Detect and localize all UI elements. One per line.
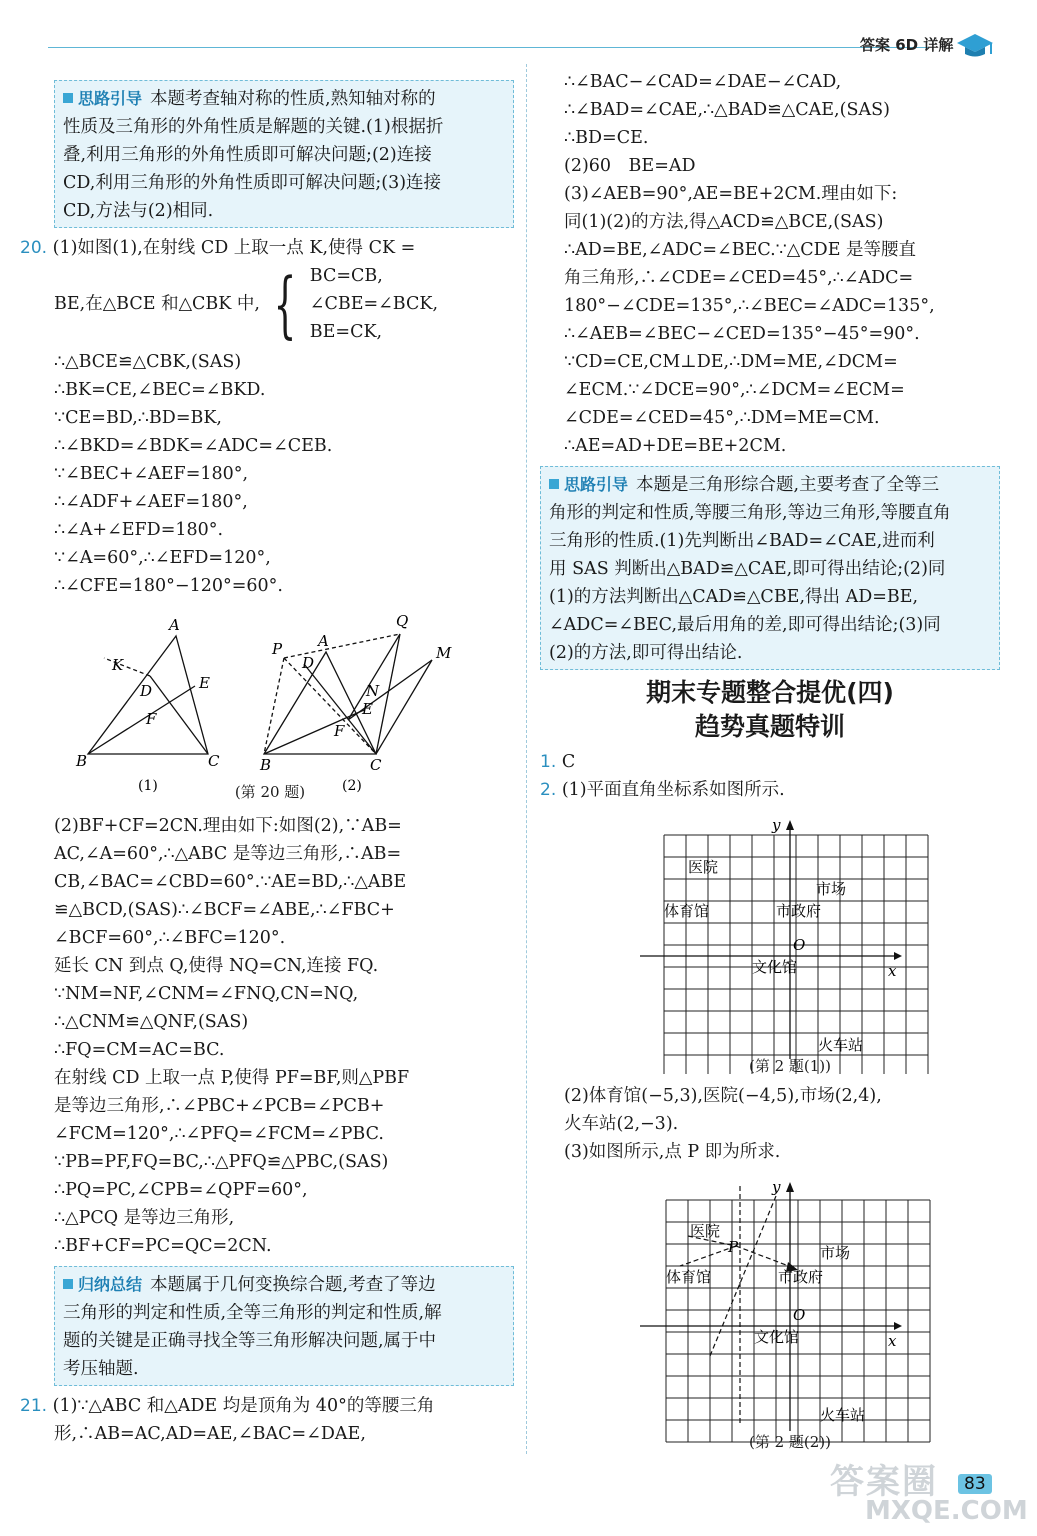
- text-line: (1)∵△ABC 和△ADE 均是顶角为 40°的等腰三角: [52, 1396, 435, 1416]
- summary-line: 本题属于几何变换综合题,考查了等边: [150, 1275, 436, 1295]
- fig2-label-c: C: [370, 756, 382, 774]
- watermark-logo: 答案圈: [830, 1462, 938, 1502]
- left-column: [20, 80, 514, 1448]
- fig1-label-c: C: [208, 752, 220, 770]
- grid1-govt: 市政府: [776, 902, 822, 920]
- answer-line: 火车站(2,−3).: [564, 1114, 679, 1134]
- answer-text: (1)平面直角坐标系如图所示.: [561, 780, 785, 800]
- hint-line: 本题考查轴对称的性质,熟知轴对称的: [150, 89, 436, 109]
- grid1-gym: 体育馆: [664, 902, 710, 920]
- grid1-hospital: 医院: [688, 858, 719, 876]
- proof-line: 是等边三角形,∴∠PBC+∠PCB=∠PCB+: [54, 1096, 385, 1116]
- proof-line: ∴△BCE≌△CBK,(SAS): [54, 352, 242, 372]
- proof-line: ∴∠BAD=∠CAE,∴△BAD≌△CAE,(SAS): [564, 100, 890, 120]
- fig2-label-q: Q: [396, 612, 409, 630]
- hint-line: 角形的判定和性质,等腰三角形,等边三角形,等腰直角: [549, 503, 951, 523]
- proof-line: ∴△PCQ 是等边三角形,: [54, 1208, 235, 1228]
- grid2-govt: 市政府: [778, 1268, 824, 1286]
- hint-line: 三角形的性质.(1)先判断出∠BAD=∠CAE,进而利: [549, 531, 935, 551]
- coordinate-grid-2: [540, 1166, 1000, 1451]
- proof-line: ∠BCF=60°,∴∠BFC=120°.: [54, 928, 286, 948]
- coordinate-grid-1: [540, 804, 1000, 1074]
- brace-system: [20, 262, 514, 346]
- summary-line: 考压轴题.: [63, 1359, 139, 1379]
- hint-tag: 思路引导: [549, 475, 628, 494]
- question-number: 20.: [20, 238, 48, 258]
- hint-line: 本题是三角形综合题,主要考查了全等三: [636, 475, 940, 495]
- hint-line: 性质及三角形的外角性质是解题的关键.(1)根据折: [63, 117, 444, 137]
- proof-line: ∴AD=BE,∠ADC=∠BEC.∵△CDE 是等腰直: [564, 240, 917, 260]
- proof-line: (2)60 BE=AD: [564, 156, 696, 176]
- question-number: 21.: [20, 1396, 48, 1416]
- proof-line: ∵∠BEC+∠AEF=180°,: [54, 464, 249, 484]
- grid-1-svg: [540, 804, 1000, 1074]
- grid1-station: 火车站: [818, 1036, 864, 1054]
- fig2-caption: (2): [342, 778, 362, 794]
- grid1-x-label: x: [888, 962, 897, 980]
- header-title: 答案 6D 详解: [860, 36, 954, 54]
- grid1-culture: 文化馆: [752, 958, 798, 976]
- text-line: BE,在△BCE 和△CBK 中,: [54, 294, 260, 314]
- fig1-caption: (1): [138, 778, 158, 794]
- fig2-label-d: D: [302, 654, 315, 672]
- fig1-label-f: F: [146, 710, 157, 728]
- proof-line: ∴BD=CE.: [564, 128, 649, 148]
- proof-line: ≌△BCD,(SAS)∴∠BCF=∠ABE,∴∠FBC+: [54, 900, 395, 920]
- proof-line: ∠FCM=120°,∴∠PFQ=∠FCM=∠PBC.: [54, 1124, 384, 1144]
- text-line: (1)如图(1),在射线 CD 上取一点 K,使得 CK =: [52, 238, 416, 258]
- proof-line: (3)∠AEB=90°,AE=BE+2CM.理由如下:: [564, 184, 898, 204]
- grid2-station: 火车站: [820, 1406, 866, 1424]
- summary-tag: 归纳总结: [63, 1275, 142, 1294]
- fig1-label-a: A: [169, 616, 180, 634]
- proof-line: ∵∠A=60°,∴∠EFD=120°,: [54, 548, 271, 568]
- hint-tag: 思路引导: [63, 89, 142, 108]
- proof-line: CB,∠BAC=∠CBD=60°.∵AE=BD,∴△ABE: [54, 872, 407, 892]
- figure-20: [20, 606, 514, 806]
- grid2-culture: 文化馆: [754, 1328, 800, 1346]
- grid2-hospital: 医院: [690, 1222, 721, 1240]
- section-title: 期末专题整合提优(四): [646, 678, 894, 707]
- summary-line: 题的关键是正确寻找全等三角形解决问题,属于中: [63, 1331, 437, 1351]
- figure-20-caption: (第 20 题): [234, 783, 306, 801]
- grid1-origin-label: O: [793, 936, 806, 954]
- fig2-label-b: B: [260, 756, 272, 774]
- proof-line: ∵PB=PF,FQ=BC,∴△PFQ≌△PBC,(SAS): [54, 1152, 389, 1172]
- proof-line: 在射线 CD 上取一点 P,使得 PF=BF,则△PBF: [54, 1068, 410, 1088]
- fig2-label-a: A: [318, 632, 329, 650]
- grid2-market: 市场: [820, 1244, 851, 1262]
- grid2-x-label: x: [888, 1332, 897, 1350]
- grid2-origin-label: O: [793, 1306, 806, 1324]
- proof-line: ∴∠A+∠EFD=180°.: [54, 520, 224, 540]
- column-divider: [526, 64, 527, 1454]
- fig1-label-b: B: [76, 752, 88, 770]
- proof-line: ∠CDE=∠CED=45°,∴DM=ME=CM.: [564, 408, 880, 428]
- section-subtitle: 趋势真题特训: [694, 712, 845, 741]
- graduation-cap-icon: [955, 32, 995, 60]
- proof-line: ∴∠BKD=∠BDK=∠ADC=∠CEB.: [54, 436, 333, 456]
- left-brace: {: [273, 262, 297, 346]
- hint-line: 用 SAS 判断出△BAD≌△CAE,即可得出结论;(2)同: [549, 559, 946, 579]
- header-rule: [48, 47, 928, 48]
- brace-line: BE=CK,: [309, 322, 383, 342]
- proof-line: ∴BF+CF=PC=QC=2CN.: [54, 1236, 272, 1256]
- proof-line: ∴AE=AD+DE=BE+2CM.: [564, 436, 787, 456]
- proof-line: ∵CD=CE,CM⊥DE,∴DM=ME,∠DCM=: [564, 352, 898, 372]
- proof-line: ∴BK=CE,∠BEC=∠BKD.: [54, 380, 266, 400]
- page-number: 83: [958, 1474, 992, 1494]
- proof-line: 角三角形,∴∠CDE=∠CED=45°,∴∠ADC=: [564, 268, 914, 288]
- hint-line: CD,利用三角形的外角性质即可解决问题;(3)连接: [63, 173, 442, 193]
- fig2-label-e: E: [362, 700, 373, 718]
- answer-line: (3)如图所示,点 P 即为所求.: [564, 1142, 781, 1162]
- proof-line: ∴PQ=PC,∠CPB=∠QPF=60°,: [54, 1180, 308, 1200]
- answer-text: C: [561, 752, 576, 772]
- summary-box: [54, 1266, 514, 1386]
- question-21: [20, 1392, 514, 1448]
- proof-line: ∵NM=NF,∠CNM=∠FNQ,CN=NQ,: [54, 984, 359, 1004]
- fig1-label-k: K: [112, 656, 124, 674]
- proof-line: 延长 CN 到点 Q,使得 NQ=CN,连接 FQ.: [54, 956, 379, 976]
- question-number: 2.: [540, 780, 557, 800]
- proof-line: 同(1)(2)的方法,得△ACD≌△BCE,(SAS): [564, 212, 884, 232]
- watermark-url: MXQE.COM: [865, 1496, 1028, 1526]
- hint-box-2: [540, 466, 1000, 670]
- figure-20-svg: [64, 606, 524, 806]
- summary-line: 三角形的判定和性质,全等三角形的判定和性质,解: [63, 1303, 442, 1323]
- fig1-label-e: E: [199, 674, 210, 692]
- grid-2-svg: [540, 1166, 1000, 1446]
- grid1-y-label: y: [772, 816, 781, 834]
- fig2-label-m: M: [436, 644, 452, 662]
- grid2-gym: 体育馆: [666, 1268, 712, 1286]
- grid-1-caption: (第 2 题(1)): [748, 1057, 832, 1075]
- fig2-label-p: P: [272, 640, 283, 658]
- proof-line: ∴∠AEB=∠BEC−∠CED=135°−45°=90°.: [564, 324, 920, 344]
- fig1-label-d: D: [140, 682, 153, 700]
- proof-line: ∴∠ADF+∠AEF=180°,: [54, 492, 248, 512]
- hint-box-1: [54, 80, 514, 228]
- right-column: [540, 68, 1000, 1451]
- proof-line: AC,∠A=60°,∴△ABC 是等边三角形,∴AB=: [54, 844, 402, 864]
- question-20: [20, 234, 514, 1260]
- proof-line: ∴∠BAC−∠CAD=∠DAE−∠CAD,: [564, 72, 842, 92]
- grid1-market: 市场: [816, 880, 847, 898]
- hint-line: (1)的方法判断出△CAD≌△CBE,得出 AD=BE,: [549, 587, 919, 607]
- brace-line: BC=CB,: [309, 266, 383, 286]
- fig2-label-n: N: [366, 682, 380, 700]
- proof-line: ∴FQ=CM=AC=BC.: [54, 1040, 225, 1060]
- hint-line: (2)的方法,即可得出结论.: [549, 643, 743, 663]
- proof-line: ∵CE=BD,∴BD=BK,: [54, 408, 222, 428]
- grid-2-caption: (第 2 题(2)): [748, 1433, 832, 1451]
- hint-line: CD,方法与(2)相同.: [63, 201, 214, 221]
- question-number: 1.: [540, 752, 557, 772]
- hint-line: 叠,利用三角形的外角性质即可解决问题;(2)连接: [63, 145, 432, 165]
- grid2-y-label: y: [772, 1178, 781, 1196]
- proof-line: ∠ECM.∵∠DCE=90°,∴∠DCM=∠ECM=: [564, 380, 905, 400]
- answer-line: (2)体育馆(−5,3),医院(−4,5),市场(2,4),: [564, 1086, 882, 1106]
- text-line: 形,∴AB=AC,AD=AE,∠BAC=∠DAE,: [54, 1424, 366, 1444]
- proof-line: 180°−∠CDE=135°,∴∠BEC=∠ADC=135°,: [564, 296, 935, 316]
- proof-line: ∴△CNM≌△QNF,(SAS): [54, 1012, 249, 1032]
- fig2-label-f: F: [334, 722, 345, 740]
- proof-line: (2)BF+CF=2CN.理由如下:如图(2),∵AB=: [54, 816, 402, 836]
- grid2-point-p: P: [728, 1238, 739, 1256]
- brace-line: ∠CBE=∠BCK,: [309, 294, 439, 314]
- proof-line: ∴∠CFE=180°−120°=60°.: [54, 576, 283, 596]
- hint-line: ∠ADC=∠BEC,最后用角的差,即可得出结论;(3)同: [549, 615, 941, 635]
